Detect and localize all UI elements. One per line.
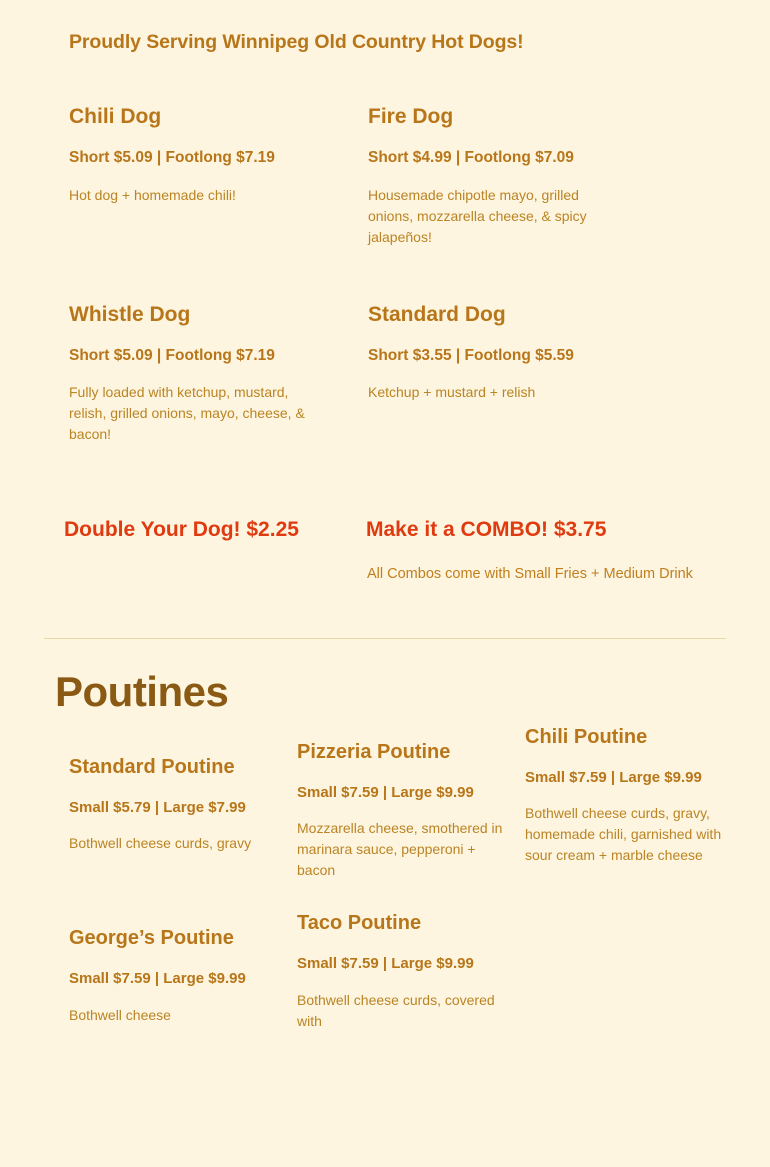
item-price: Small $7.59 | Large $9.99 bbox=[69, 969, 246, 987]
item-description: Fully loaded with ketchup, mustard, relish, grilled onions, mayo, cheese, & bacon! bbox=[69, 384, 305, 443]
item-price: Short $5.09 | Footlong $7.19 bbox=[69, 149, 275, 167]
item-name: Whistle Dog bbox=[69, 302, 191, 326]
item-name: Chili Poutine bbox=[525, 726, 648, 748]
item-price: Short $4.99 | Footlong $7.09 bbox=[368, 149, 574, 167]
item-description: Bothwell cheese bbox=[69, 1006, 171, 1023]
item-price: Small $7.59 | Large $9.99 bbox=[297, 783, 474, 801]
menu-item-taco-poutine bbox=[297, 911, 525, 1031]
item-name: Pizzeria Poutine bbox=[297, 741, 451, 763]
menu-item-fire-dog bbox=[368, 105, 667, 248]
item-name: Taco Poutine bbox=[297, 912, 422, 935]
poutine-row bbox=[69, 726, 759, 896]
item-name: Standard Dog bbox=[368, 302, 506, 326]
item-name: Standard Poutine bbox=[69, 756, 235, 778]
item-description: Ketchup + mustard + relish bbox=[368, 384, 536, 401]
promotion-row bbox=[64, 518, 724, 585]
item-description: Housemade chipotle mayo, grilled onions, mozzarella cheese, & spicy jalapeños! bbox=[368, 186, 587, 245]
hot-dog-grid bbox=[69, 105, 709, 445]
item-price: Short $3.55 | Footlong $5.59 bbox=[368, 346, 574, 364]
poutine-empty-cell bbox=[525, 926, 753, 1046]
item-price: Short $5.09 | Footlong $7.19 bbox=[69, 346, 275, 364]
promo-double-your-dog bbox=[64, 518, 365, 585]
menu-item-pizzeria-poutine bbox=[297, 740, 525, 881]
item-price: Small $5.79 | Large $7.99 bbox=[69, 798, 246, 816]
item-name: Chili Dog bbox=[69, 105, 162, 128]
row-spacer bbox=[69, 248, 709, 303]
poutine-grid bbox=[69, 726, 759, 1047]
hot-dog-row bbox=[69, 105, 709, 248]
item-price: Small $7.59 | Large $9.99 bbox=[525, 768, 702, 786]
menu-item-georges-poutine bbox=[69, 926, 297, 1046]
menu-item-chili-poutine bbox=[525, 725, 753, 866]
item-description: Bothwell cheese curds, covered with bbox=[297, 991, 495, 1029]
section-divider bbox=[44, 638, 726, 639]
hot-dog-row bbox=[69, 303, 709, 446]
item-name: Fire Dog bbox=[368, 105, 454, 128]
promo-description: All Combos come with Small Fries + Medium Drink bbox=[367, 566, 693, 583]
promo-title: Make it a COMBO! $3.75 bbox=[366, 518, 607, 541]
promotions bbox=[64, 518, 724, 585]
menu-item-standard-dog bbox=[368, 303, 667, 446]
section-title-poutines: Poutines bbox=[55, 668, 229, 715]
menu-item-standard-poutine bbox=[69, 755, 297, 896]
tagline: Proudly Serving Winnipeg Old Country Hot Dogs! bbox=[69, 31, 524, 53]
item-description: Bothwell cheese curds, gravy bbox=[69, 835, 252, 852]
menu-item-chili-dog bbox=[69, 105, 368, 248]
promo-combo bbox=[365, 518, 705, 585]
menu-item-whistle-dog bbox=[69, 303, 368, 446]
poutine-row bbox=[69, 912, 759, 1046]
promo-title: Double Your Dog! $2.25 bbox=[64, 518, 299, 541]
item-description: Hot dog + homemade chili! bbox=[69, 186, 236, 203]
item-price: Small $7.59 | Large $9.99 bbox=[297, 954, 474, 972]
item-name: George’s Poutine bbox=[69, 927, 234, 950]
item-description: Mozzarella cheese, smothered in marinara sauce, pepperoni + bacon bbox=[297, 820, 503, 879]
item-description: Bothwell cheese curds, gravy, homemade chili, garnished with sour cream + marble cheese bbox=[525, 805, 722, 864]
